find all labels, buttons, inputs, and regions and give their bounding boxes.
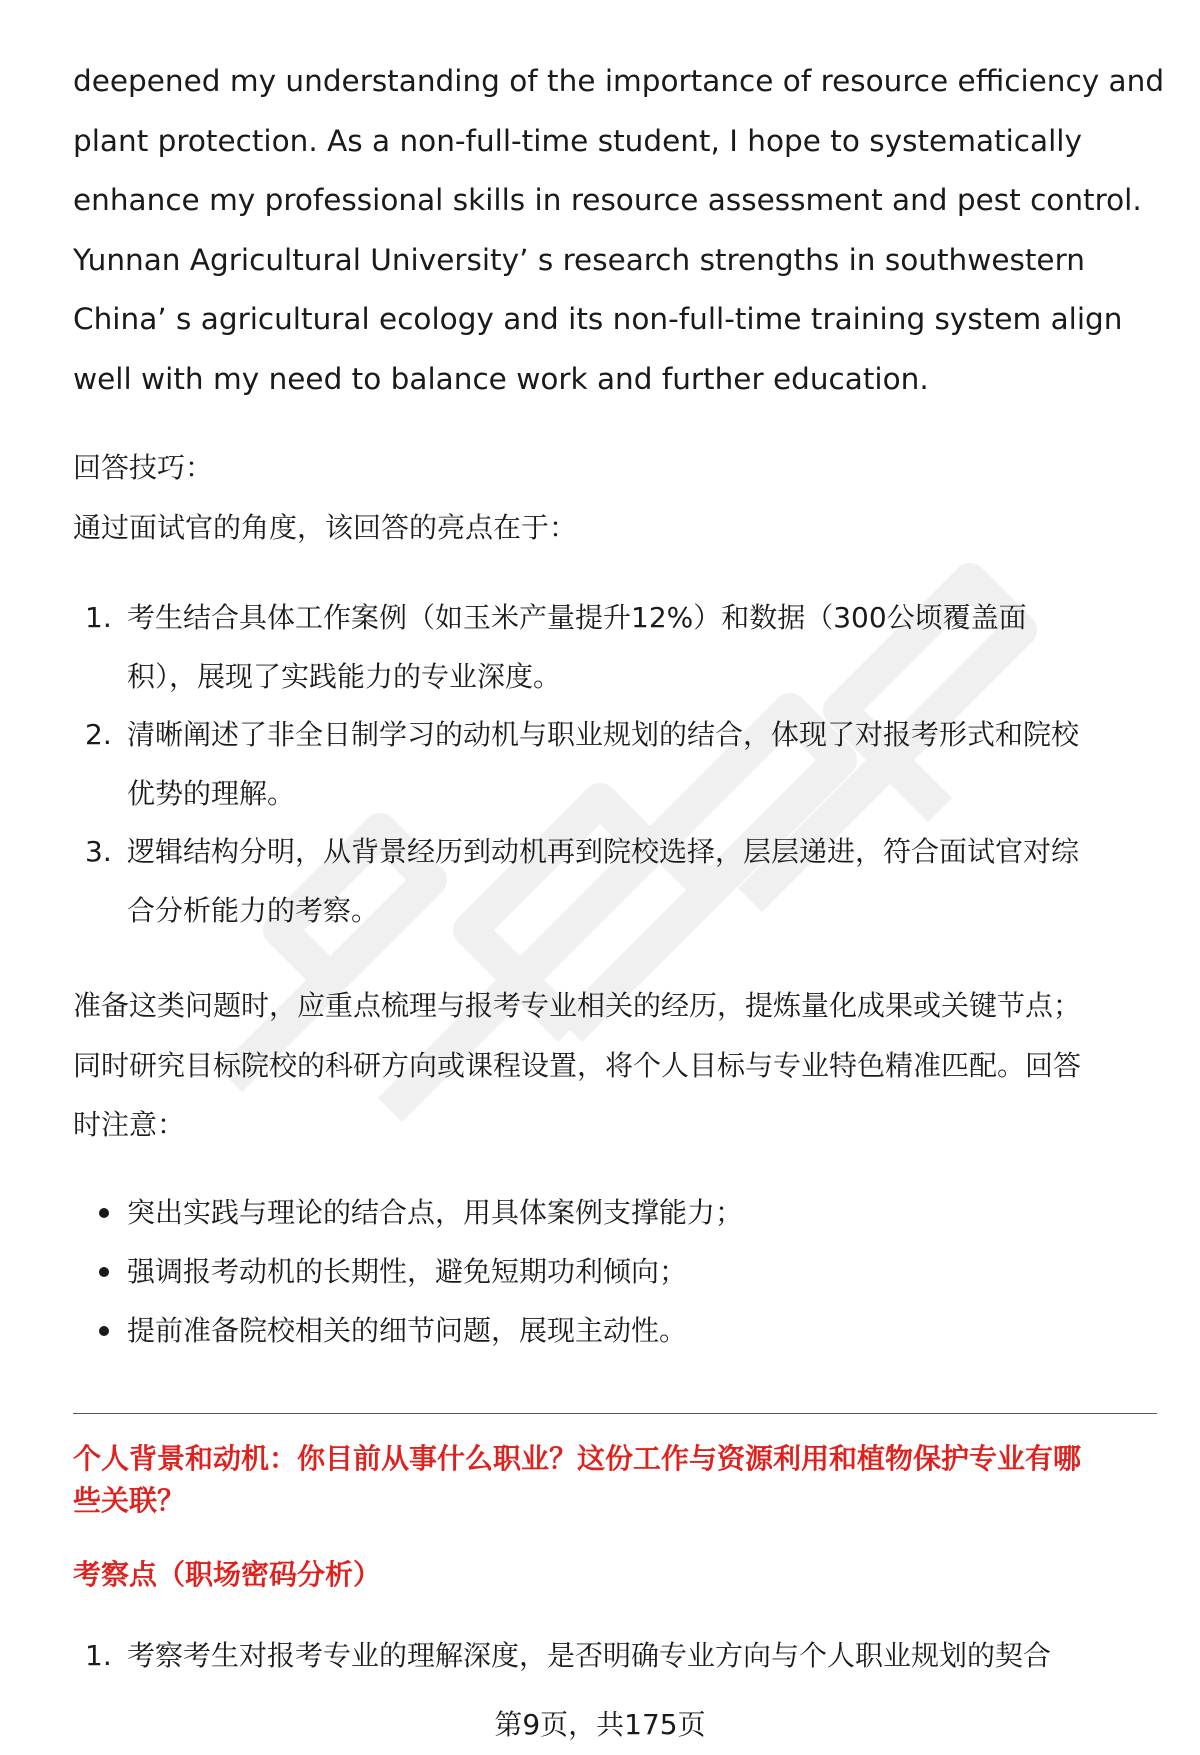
list-number: 2. [85, 718, 112, 751]
question-line: 个人背景和动机：你目前从事什么职业？这份工作与资源利用和植物保护专业有哪 [73, 1442, 1082, 1475]
bullet-text: 提前准备院校相关的细节问题，展现主动性。 [127, 1314, 688, 1347]
bullet-item [73, 1301, 743, 1360]
question-heading [73, 1438, 1163, 1522]
list-item [73, 1627, 1153, 1686]
bullet-text: 强调报考动机的长期性，避免短期功利倾向； [127, 1255, 688, 1288]
assessment-list [73, 1627, 1153, 1686]
list-item [73, 589, 1153, 706]
assessment-heading: 考察点（职场密码分析） [73, 1558, 382, 1591]
prep-paragraph [73, 976, 1153, 1155]
paragraph-line: well with my need to balance work and further education. [73, 361, 929, 396]
list-item-line: 考生结合具体工作案例（如玉米产量提升12%）和数据（300公顷覆盖面 [127, 601, 1027, 634]
list-item-line: 考察考生对报考专业的理解深度，是否明确专业方向与个人职业规划的契合 [127, 1639, 1052, 1672]
paragraph-line: deepened my understanding of the importance of resource efficiency and [73, 64, 1165, 98]
list-item-line: 逻辑结构分明，从背景经历到动机再到院校选择，层层递进，符合面试官对综 [127, 835, 1080, 868]
list-item [73, 823, 1153, 940]
list-item-line: 清晰阐述了非全日制学习的动机与职业规划的结合，体现了对报考形式和院校 [127, 718, 1080, 751]
question-line: 些关联？ [73, 1484, 186, 1517]
list-number: 1. [85, 601, 112, 634]
bullet-text: 突出实践与理论的结合点，用具体案例支撑能力； [127, 1196, 744, 1229]
highlights-label: 通过面试官的角度，该回答的亮点在于： [73, 511, 578, 544]
bullet-icon [99, 1267, 109, 1277]
bullet-item [73, 1242, 743, 1301]
intro-paragraph [73, 52, 1165, 409]
paragraph-line: enhance my professional skills in resource assessment and pest control. [73, 183, 1142, 217]
paragraph-line: 时注意： [73, 1108, 186, 1141]
paragraph-line: 准备这类问题时，应重点梳理与报考专业相关的经历，提炼量化成果或关键节点； [73, 989, 1082, 1022]
bullet-icon [99, 1326, 109, 1336]
bullet-item [73, 1183, 743, 1242]
paragraph-line: China’ s agricultural ecology and its non-full-time training system align [73, 302, 1123, 336]
list-item-line: 合分析能力的考察。 [127, 893, 380, 927]
paragraph-line: Yunnan Agricultural University’ s research strengths in southwestern [73, 242, 1085, 277]
page-footer: 第9页，共175页 [494, 1708, 706, 1741]
list-item-line: 积），展现了实践能力的专业深度。 [127, 659, 562, 693]
list-item [73, 706, 1153, 823]
notes-list [73, 1183, 743, 1360]
bullet-icon [99, 1208, 109, 1218]
paragraph-line: plant protection. As a non-full-time student, I hope to systematically [73, 123, 1082, 158]
list-item-line: 优势的理解。 [127, 776, 296, 810]
paragraph-line: 同时研究目标院校的科研方向或课程设置，将个人目标与专业特色精准匹配。回答 [73, 1048, 1082, 1082]
highlights-list [73, 589, 1153, 940]
list-number: 3. [85, 835, 112, 868]
list-number: 1. [85, 1639, 112, 1672]
section-divider [73, 1413, 1157, 1414]
tips-label: 回答技巧： [73, 451, 214, 484]
